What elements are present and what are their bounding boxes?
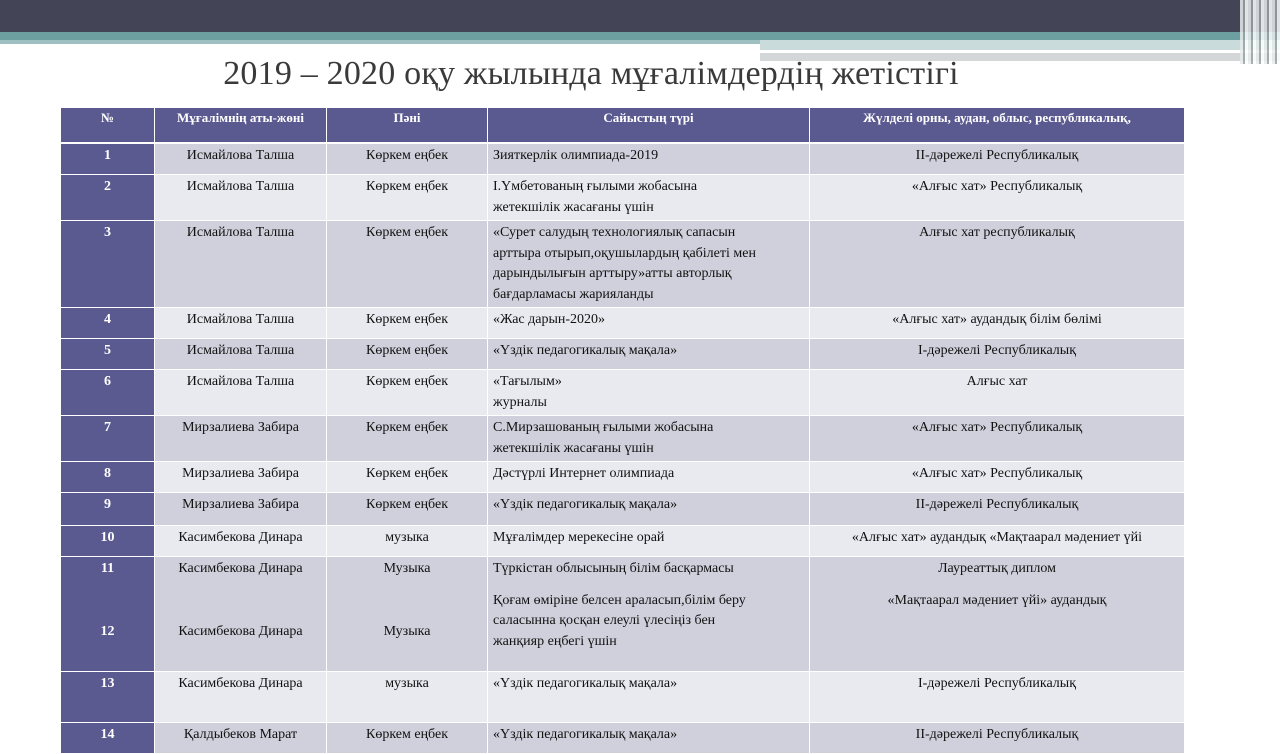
teacher-name: Исмайлова Талша (155, 370, 327, 416)
award-place (810, 370, 1185, 416)
teacher-name: Касимбекова Динара (155, 672, 327, 723)
row-number: 9 (61, 493, 155, 526)
contest-type-line: журналы (493, 394, 547, 410)
teacher-name (155, 557, 327, 672)
contest-type-line: бағдарламасы жарияланды (493, 286, 654, 302)
contest-type (488, 339, 810, 370)
teacher-name: Исмайлова Талша (155, 175, 327, 221)
header-num: № (61, 108, 155, 143)
award-place-line: Алғыс хат (966, 374, 1028, 389)
teacher-name: Исмайлова Талша (155, 144, 327, 175)
award-place (810, 308, 1185, 339)
header-name: Мұғалімнің аты-жөні (155, 108, 327, 143)
row-number: 13 (61, 672, 155, 723)
header-place: Жүлделі орны, аудан, облыс, республикалық, (810, 108, 1185, 143)
award-place (810, 144, 1185, 175)
contest-type (488, 462, 810, 493)
contest-type (488, 175, 810, 221)
contest-type-line: «Үздік педагогикалық мақала» (493, 497, 678, 512)
table-row (61, 416, 1185, 462)
row-number: 1 (61, 144, 155, 175)
table-row (61, 339, 1185, 370)
award-place (810, 416, 1185, 462)
row-number: 6 (61, 370, 155, 416)
table-row (61, 175, 1185, 221)
row-number: 5 (61, 339, 155, 370)
row-number: 3 (61, 221, 155, 308)
award-place (810, 462, 1185, 493)
table-row-merged (61, 557, 1185, 672)
teacher-name: Қалдыбеков Марат (155, 723, 327, 754)
contest-type (488, 144, 810, 175)
contest-type-line: І.Үмбетованың ғылыми жобасына (493, 179, 698, 194)
cell-line: 11 (100, 561, 115, 576)
award-place-line: «Алғыс хат» Республикалық (911, 420, 1083, 435)
award-place (810, 672, 1185, 723)
subject: Көркем еңбек (327, 370, 488, 416)
row-number: 10 (61, 526, 155, 557)
decor-band-teal (0, 32, 1280, 40)
subject: Көркем еңбек (327, 144, 488, 175)
award-place (810, 557, 1185, 672)
teacher-name: Мирзалиева Забира (155, 416, 327, 462)
cell-line: «Мақтаарал мәдениет үйі» аудандық (887, 592, 1107, 608)
cell-line: Лауреаттық диплом (938, 561, 1056, 576)
header-subject: Пәні (327, 108, 488, 143)
award-place-line: І-дәрежелі Республикалық (917, 676, 1076, 691)
subject: Көркем еңбек (327, 723, 488, 754)
achievements-table (60, 107, 1185, 754)
cell-line: саласынна қосқан елеулі үлесіңіз бен (493, 613, 716, 628)
teacher-name: Исмайлова Талша (155, 308, 327, 339)
table-row (61, 723, 1185, 754)
table-header-row (61, 108, 1185, 143)
teacher-name: Мирзалиева Забира (155, 493, 327, 526)
cell-line: жанқияр еңбегі үшін (493, 633, 617, 649)
contest-type-line: «Үздік педагогикалық мақала» (493, 343, 678, 358)
row-number: 4 (61, 308, 155, 339)
contest-type-line: Зияткерлік олимпиада-2019 (493, 148, 659, 163)
subject: музыка (327, 672, 488, 723)
table-row (61, 462, 1185, 493)
page-title: 2019 – 2020 оқу жылында мұғалімдердің жетістігі (223, 55, 959, 92)
contest-type-line: Мұғалімдер мерекесіне орай (493, 530, 665, 545)
contest-type-line: жетекшілік жасағаны үшін (493, 199, 654, 215)
row-number: 2 (61, 175, 155, 221)
table-row (61, 144, 1185, 175)
contest-type-line: С.Мирзашованың ғылыми жобасына (493, 420, 714, 435)
subject (327, 557, 488, 672)
contest-type (488, 557, 810, 672)
award-place-line: ІІ-дәрежелі Республикалық (915, 148, 1079, 163)
contest-type-line: «Үздік педагогикалық мақала» (493, 676, 678, 691)
award-place (810, 339, 1185, 370)
teacher-name: Исмайлова Талша (155, 339, 327, 370)
table-row (61, 370, 1185, 416)
contest-type-line: «Тағылым» (493, 374, 562, 389)
row-number (61, 557, 155, 672)
contest-type (488, 308, 810, 339)
table-row (61, 221, 1185, 308)
subject: Көркем еңбек (327, 416, 488, 462)
cell-line: Касимбекова Динара (178, 561, 303, 576)
teacher-name: Мирзалиева Забира (155, 462, 327, 493)
row-number: 14 (61, 723, 155, 754)
cell-line: Касимбекова Динара (178, 623, 303, 639)
contest-type (488, 370, 810, 416)
contest-type-line: арттыра отырып,оқушылардың қабілеті мен (493, 245, 756, 261)
award-place (810, 175, 1185, 221)
contest-type (488, 723, 810, 754)
award-place (810, 493, 1185, 526)
teacher-name: Касимбекова Динара (155, 526, 327, 557)
award-place-line: ІІ-дәрежелі Республикалық (915, 727, 1079, 742)
top-banner (0, 0, 1280, 32)
subject: Көркем еңбек (327, 493, 488, 526)
cell-line: Музыка (383, 561, 431, 576)
contest-type (488, 416, 810, 462)
award-place (810, 723, 1185, 754)
contest-type-line: жетекшілік жасағаны үшін (493, 440, 654, 456)
header-contest: Сайыстың түрі (488, 108, 810, 143)
contest-type-line: дарындылығын арттыру»атты авторлық (493, 266, 732, 281)
cell-line: Түркістан облысының білім басқармасы (493, 561, 734, 576)
cell-line: Музыка (383, 623, 431, 639)
award-place-line: «Алғыс хат» Республикалық (911, 466, 1083, 481)
award-place-line: «Алғыс хат» Республикалық (911, 179, 1083, 194)
row-number: 8 (61, 462, 155, 493)
subject: музыка (327, 526, 488, 557)
table-row (61, 493, 1185, 526)
teacher-name: Исмайлова Талша (155, 221, 327, 308)
cell-line: Қоғам өміріне белсен араласып,білім беру (493, 592, 746, 608)
contest-type (488, 526, 810, 557)
decor-band-pale (760, 40, 1280, 50)
subject: Көркем еңбек (327, 462, 488, 493)
award-place-line: «Алғыс хат» аудандық білім бөлімі (892, 312, 1102, 327)
row-number: 7 (61, 416, 155, 462)
subject: Көркем еңбек (327, 175, 488, 221)
contest-type-line: Дәстүрлі Интернет олимпиада (493, 466, 675, 481)
contest-type-line: «Үздік педагогикалық мақала» (493, 727, 678, 742)
award-place-line: ІІ-дәрежелі Республикалық (915, 497, 1079, 512)
award-place (810, 221, 1185, 308)
contest-type-line: «Сурет салудың технологиялық сапасын (493, 225, 736, 240)
decor-stripes (1240, 0, 1280, 64)
contest-type (488, 221, 810, 308)
subject: Көркем еңбек (327, 221, 488, 308)
decor-band-light-teal (0, 40, 760, 44)
contest-type (488, 672, 810, 723)
award-place-line: «Алғыс хат» аудандық «Мақтаарал мәдениет үйі (851, 530, 1143, 545)
cell-line: 12 (100, 623, 115, 639)
subject: Көркем еңбек (327, 308, 488, 339)
award-place-line: Алғыс хат республикалық (919, 225, 1075, 240)
table-row (61, 672, 1185, 723)
table-row (61, 308, 1185, 339)
award-place-line: І-дәрежелі Республикалық (917, 343, 1076, 358)
table-row (61, 526, 1185, 557)
contest-type-line: «Жас дарын-2020» (493, 312, 606, 327)
award-place (810, 526, 1185, 557)
subject: Көркем еңбек (327, 339, 488, 370)
contest-type (488, 493, 810, 526)
